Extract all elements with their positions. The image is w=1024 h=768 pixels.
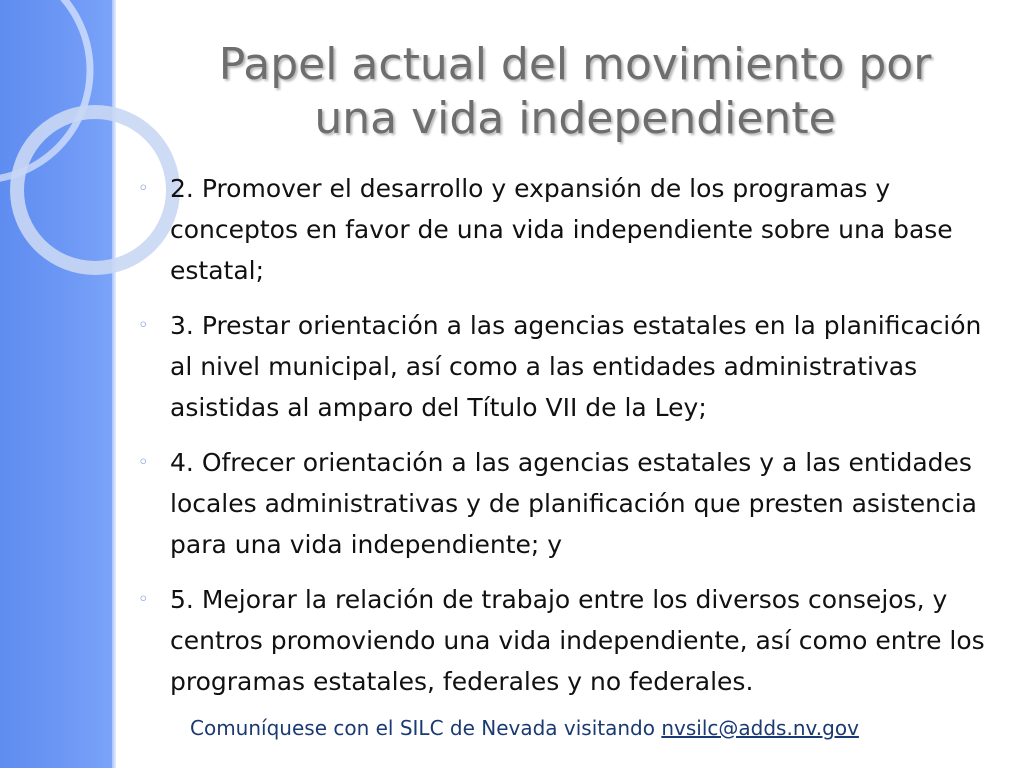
bullet-number: 2. xyxy=(170,174,194,203)
footer-contact xyxy=(190,716,950,740)
bullet-number: 5. xyxy=(170,585,194,614)
footer-text: Comuníquese con el SILC de Nevada visitando xyxy=(190,716,655,740)
title-line-2: una vida independiente xyxy=(314,93,836,144)
bullet-number: 3. xyxy=(170,311,194,340)
bullet-marker-icon: ◦ xyxy=(138,589,149,610)
bullet-marker-icon: ◦ xyxy=(138,178,149,199)
list-item xyxy=(138,305,1008,428)
bullet-text: Promover el desarrollo y expansión de los programas y conceptos en favor de una vida independiente sobre una base estatal; xyxy=(170,174,953,285)
bullet-list xyxy=(138,168,1008,716)
title-line-1: Papel actual del movimiento por xyxy=(218,39,932,90)
bullet-text: Mejorar la relación de trabajo entre los diversos consejos, y centros promoviendo una vida independiente, así como entre los programas estatales, federales y no federales. xyxy=(170,585,985,696)
bullet-text: Prestar orientación a las agencias estatales en la planificación al nivel municipal, así como a las entidades administrativas asistidas al amparo del Título VII de la Ley; xyxy=(170,311,982,422)
bullet-number: 4. xyxy=(170,448,194,477)
slide-title xyxy=(150,38,1000,146)
email-link[interactable]: nvsilc@adds.nv.gov xyxy=(661,716,859,740)
bullet-marker-icon: ◦ xyxy=(138,452,149,473)
bullet-marker-icon: ◦ xyxy=(138,315,149,336)
list-item xyxy=(138,168,1008,291)
bullet-text: Ofrecer orientación a las agencias estatales y a las entidades locales administrativas y de planificación que presten asistencia para una vida independiente; y xyxy=(170,448,977,559)
list-item xyxy=(138,442,1008,565)
list-item xyxy=(138,579,1008,702)
